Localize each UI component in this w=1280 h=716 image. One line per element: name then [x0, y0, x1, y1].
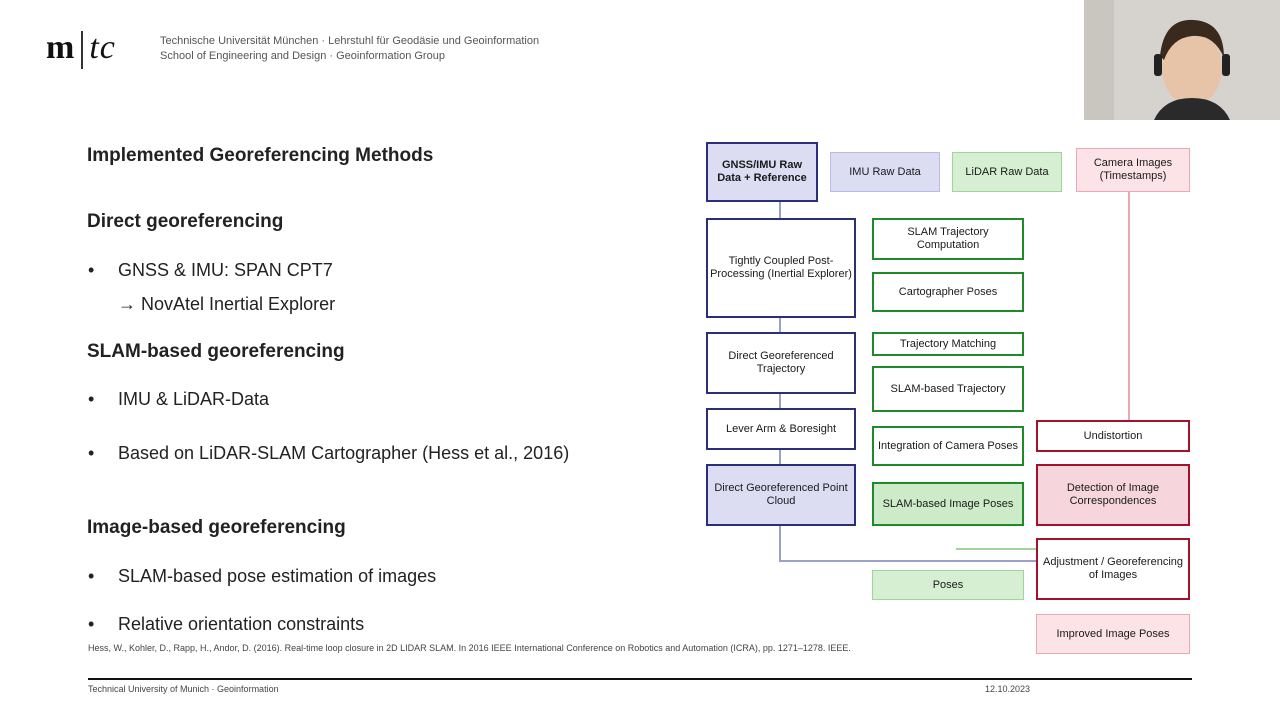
footer-rule [88, 678, 1192, 680]
connector [779, 526, 781, 562]
slam-trajectory-box: SLAM-based Trajectory [872, 366, 1024, 412]
trajectory-matching-box: Trajectory Matching [872, 332, 1024, 356]
section-heading-direct: Direct georeferencing [87, 211, 284, 232]
section-heading-slam: SLAM-based georeferencing [87, 341, 345, 362]
person-icon [1084, 0, 1280, 120]
bullet-item: • IMU & LiDAR-Data [118, 389, 269, 410]
camera-images-box: Camera Images (Timestamps) [1076, 148, 1190, 192]
gnss-imu-raw-data-box: GNSS/IMU Raw Data + Reference [706, 142, 818, 202]
connector [779, 202, 781, 218]
camera-pose-integration-box: Integration of Camera Poses [872, 426, 1024, 466]
footer-date: 12.10.2023 [985, 684, 1031, 694]
lever-arm-box: Lever Arm & Boresight [706, 408, 856, 450]
university-logo [46, 28, 146, 68]
tightly-coupled-processing-box: Tightly Coupled Post-Processing (Inertial Explorer) [706, 218, 856, 318]
reference-text: Hess, W., Kohler, D., Rapp, H., Andor, D. (2016). Real-time loop closure in 2D LIDAR SLAM. In 2016 IEEE International Conference on Robotics and Automation (ICRA), pp. 1271–1278. IEEE. [88, 643, 851, 653]
connector [779, 450, 781, 464]
logo-left-text: m [46, 29, 76, 66]
lidar-raw-data-box: LiDAR Raw Data [952, 152, 1062, 192]
connector [779, 394, 781, 408]
logo-divider [81, 31, 83, 69]
bullet-item: • SLAM-based pose estimation of images [118, 566, 436, 587]
slide-title: Implemented Georeferencing Methods [87, 145, 434, 166]
undistortion-box: Undistortion [1036, 420, 1190, 452]
cartographer-poses-box: Cartographer Poses [872, 272, 1024, 312]
bullet-item: • Based on LiDAR-SLAM Cartographer (Hess et al., 2016) [118, 436, 598, 470]
direct-point-cloud-box: Direct Georeferenced Point Cloud [706, 464, 856, 526]
institute-line-1: Technische Universität München · Lehrstuhl für Geodäsie und Geoinformation [160, 35, 540, 47]
connector [779, 318, 781, 332]
workflow-diagram [700, 138, 1200, 668]
institute-text [160, 34, 539, 64]
bullet-item: • Relative orientation constraints [118, 614, 364, 635]
slam-trajectory-computation-box: SLAM Trajectory Computation [872, 218, 1024, 260]
webcam-video [1084, 0, 1280, 120]
connector [1128, 190, 1130, 420]
section-heading-image: Image-based georeferencing [87, 517, 346, 538]
institute-line-2: School of Engineering and Design · Geoinformation Group [160, 50, 445, 62]
direct-trajectory-box: Direct Georeferenced Trajectory [706, 332, 856, 394]
connector [779, 560, 1039, 562]
slam-image-poses-box: SLAM-based Image Poses [872, 482, 1024, 526]
bullet-item: • GNSS & IMU: SPAN CPT7 [118, 260, 333, 281]
image-adjustment-box: Adjustment / Georeferencing of Images [1036, 538, 1190, 600]
bullet-continuation: → NovAtel Inertial Explorer [118, 294, 336, 314]
logo-right-text: tc [89, 29, 116, 66]
footer-text: Technical University of Munich · Geoinformation [88, 684, 279, 694]
poses-box: Poses [872, 570, 1024, 600]
imu-raw-data-box: IMU Raw Data [830, 152, 940, 192]
image-correspondences-box: Detection of Image Correspondences [1036, 464, 1190, 526]
improved-image-poses-box: Improved Image Poses [1036, 614, 1190, 654]
connector [956, 548, 1036, 550]
